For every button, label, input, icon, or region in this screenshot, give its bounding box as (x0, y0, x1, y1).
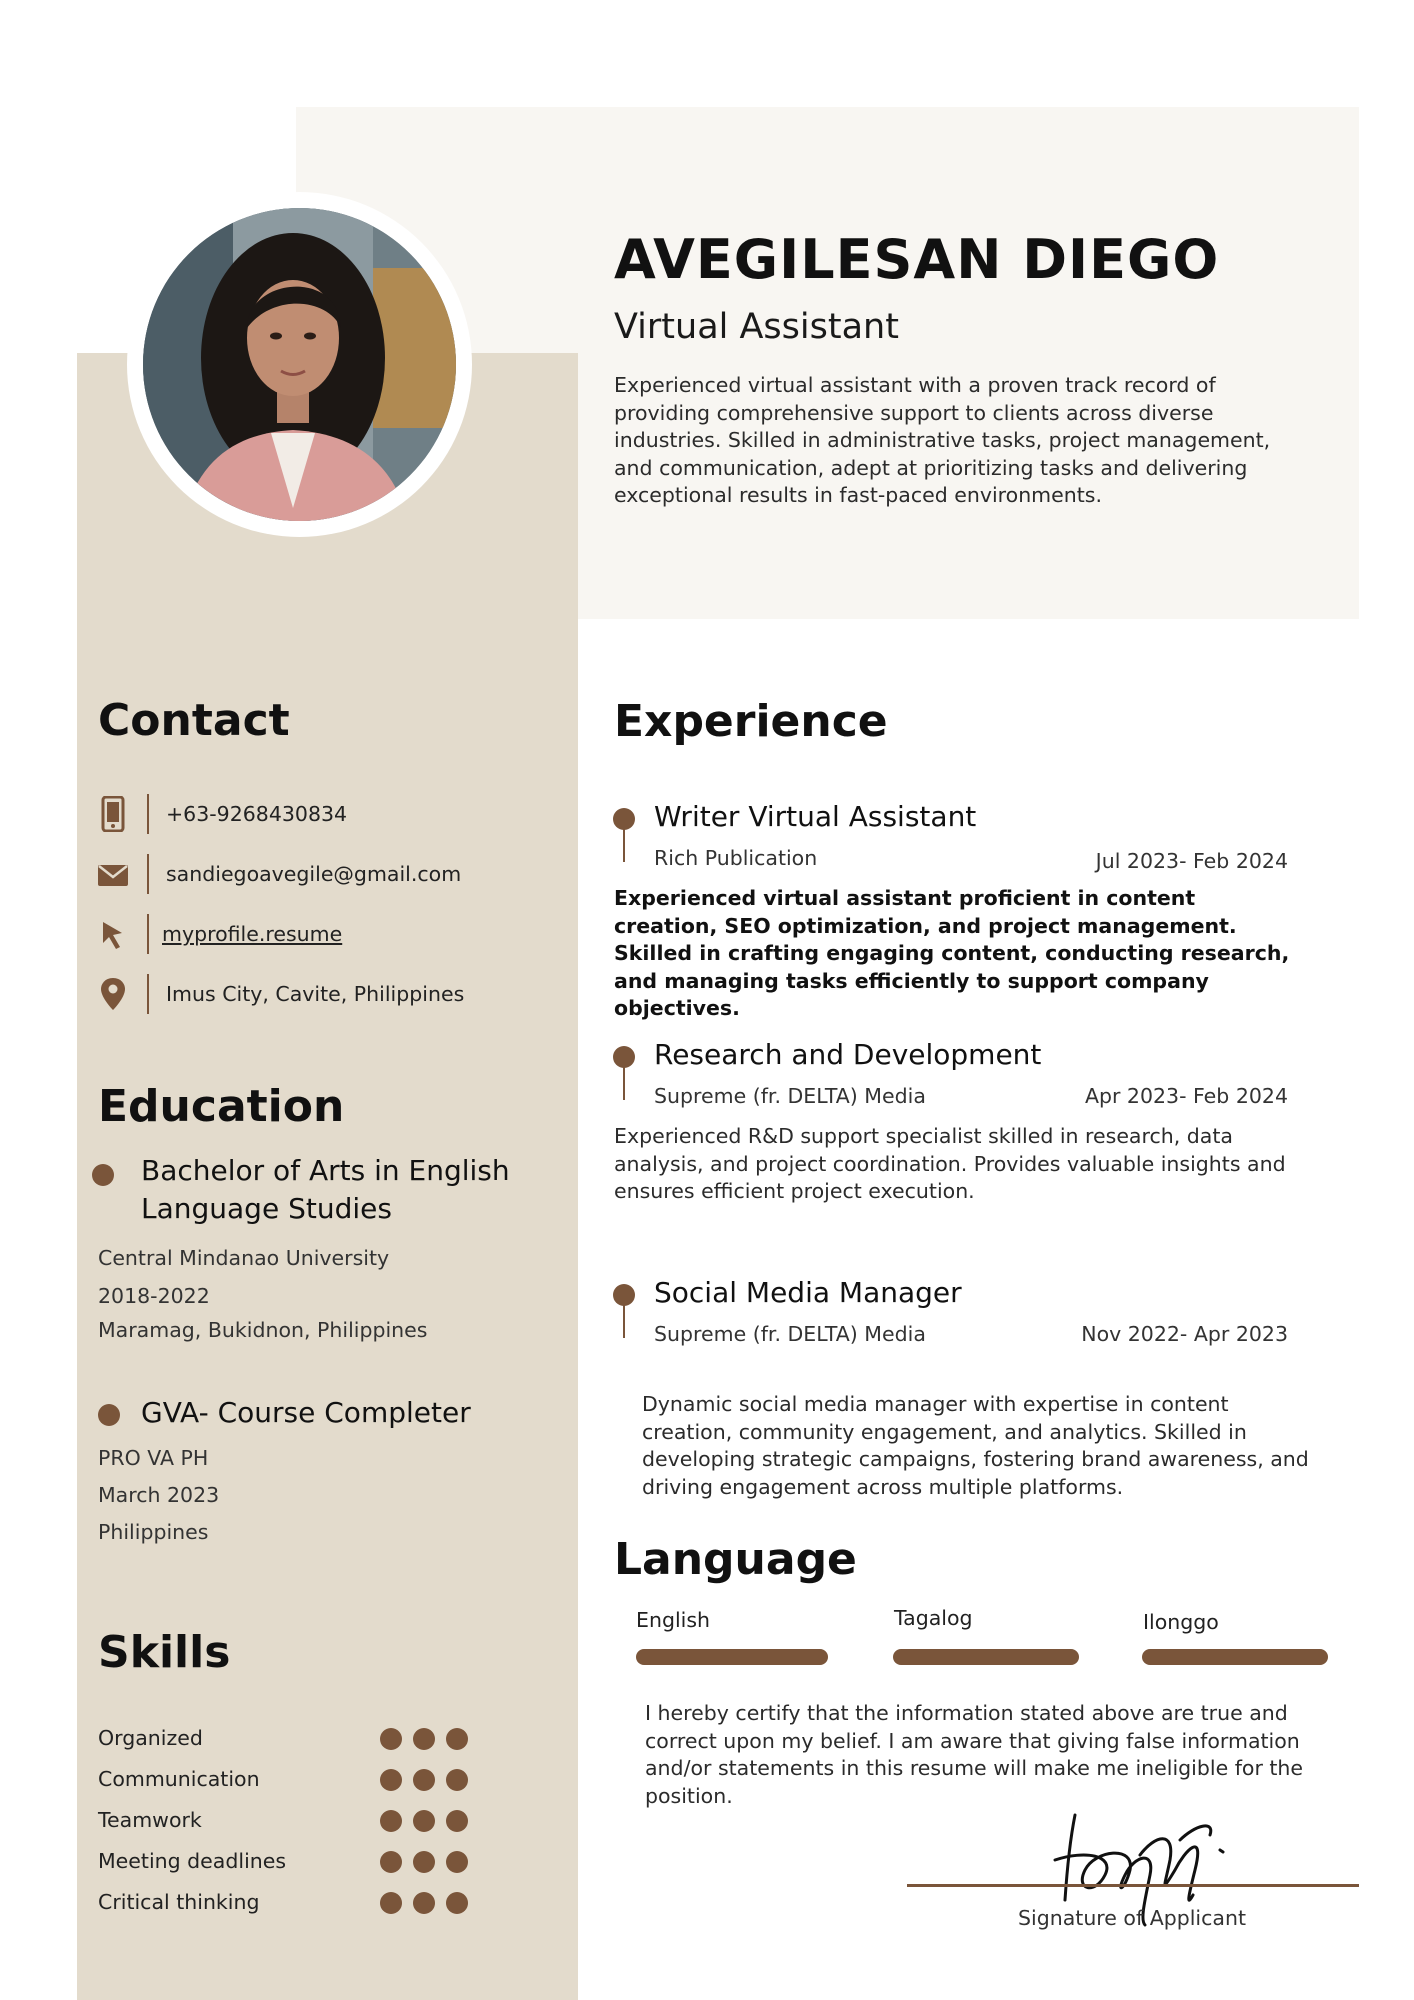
contact-separator (147, 854, 149, 894)
contact-website (98, 912, 558, 956)
skill-rating (380, 1851, 470, 1873)
language-level-bar (636, 1649, 828, 1665)
experience-title: Research and Development (654, 1038, 1042, 1071)
experience-dates: Nov 2022- Apr 2023 (1081, 1322, 1288, 1346)
education-bullet (98, 1404, 120, 1426)
experience-company: Rich Publication (654, 846, 818, 870)
phone-number: +63-9268430834 (166, 802, 348, 826)
skill-label: Communication (98, 1767, 260, 1791)
experience-heading: Experience (614, 696, 888, 747)
experience-dates: Apr 2023- Feb 2024 (1084, 1084, 1288, 1108)
certificate-provider: PRO VA PH (98, 1446, 209, 1470)
education-school: Central Mindanao University (98, 1246, 390, 1270)
timeline-pin (613, 1046, 635, 1068)
experience-title: Writer Virtual Assistant (654, 800, 977, 833)
profile-photo (143, 208, 456, 521)
skill-rating (380, 1810, 470, 1832)
timeline-stem (623, 828, 625, 862)
skill-rating (380, 1892, 470, 1914)
skill-label: Meeting deadlines (98, 1849, 287, 1873)
profile-link[interactable]: myprofile.resume (162, 922, 343, 946)
education-years: 2018-2022 (98, 1284, 210, 1308)
skill-rating (380, 1769, 470, 1791)
timeline-pin (613, 808, 635, 830)
experience-title: Social Media Manager (654, 1276, 962, 1309)
contact-location (98, 972, 558, 1016)
contact-separator (147, 914, 149, 954)
skill-label: Critical thinking (98, 1890, 260, 1914)
experience-description: Dynamic social media manager with expertise in content creation, community engagement, and analytics. Skilled in developing strategic campaigns, fostering brand awareness, and driving engagement across multiple platforms. (642, 1392, 1309, 1499)
timeline-stem (623, 1066, 625, 1100)
job-title: Virtual Assistant (614, 307, 899, 347)
contact-heading: Contact (98, 695, 290, 746)
cursor-icon (98, 916, 128, 952)
experience-description: Experienced R&D support specialist skilled in research, data analysis, and project coordination. Provides valuable insights and ensures efficient project execution. (614, 1124, 1286, 1203)
education-bullet (92, 1164, 114, 1186)
education-place: Maramag, Bukidnon, Philippines (98, 1318, 428, 1342)
experience-company: Supreme (fr. DELTA) Media (654, 1322, 926, 1346)
skill-rating (380, 1728, 470, 1750)
declaration-text: I hereby certify that the information stated above are true and correct upon my belief. I am aware that giving false information and/or statements in this resume will make me ineligible for the position. (645, 1701, 1304, 1808)
contact-separator (147, 794, 149, 834)
signature-label: Signature of Applicant (1018, 1906, 1246, 1930)
location-text: Imus City, Cavite, Philippines (166, 982, 465, 1006)
language-label: Tagalog (894, 1606, 973, 1630)
mail-icon (98, 856, 128, 892)
language-label: Ilonggo (1143, 1610, 1219, 1634)
language-level-bar (1142, 1649, 1328, 1665)
profile-summary: Experienced virtual assistant with a proven track record of providing comprehensive support to clients across diverse industries. Skilled in administrative tasks, project management, and communication, adept at prioritizing tasks and delivering exceptional results in fast-paced environments. (614, 373, 1271, 507)
experience-company: Supreme (fr. DELTA) Media (654, 1084, 926, 1108)
language-level-bar (893, 1649, 1079, 1665)
experience-dates: Jul 2023- Feb 2024 (1095, 849, 1288, 873)
education-degree: Bachelor of Arts in English Language Studies (141, 1154, 510, 1225)
experience-description: Experienced virtual assistant proficient in content creation, SEO optimization, and project management. Skilled in crafting engaging content, conducting research, and managing tasks efficiently to support company objectives. (614, 886, 1290, 1020)
contact-phone (98, 792, 558, 836)
phone-icon (98, 796, 128, 832)
contact-email (98, 852, 558, 896)
signature-line (907, 1884, 1359, 1887)
location-pin-icon (98, 976, 128, 1012)
email-address[interactable]: sandiegoavegile@gmail.com (166, 862, 462, 886)
education-heading: Education (98, 1081, 345, 1132)
profile-photo-illustration (143, 208, 456, 521)
certificate-date: March 2023 (98, 1483, 220, 1507)
skill-label: Teamwork (98, 1808, 202, 1832)
timeline-stem (623, 1304, 625, 1338)
skill-label: Organized (98, 1726, 203, 1750)
language-label: English (636, 1608, 711, 1632)
timeline-pin (613, 1284, 635, 1306)
contact-separator (147, 974, 149, 1014)
certificate-title: GVA- Course Completer (141, 1396, 471, 1429)
skills-heading: Skills (98, 1627, 231, 1678)
applicant-name: AVEGILESAN DIEGO (614, 228, 1220, 291)
certificate-place: Philippines (98, 1520, 209, 1544)
language-heading: Language (614, 1534, 857, 1585)
